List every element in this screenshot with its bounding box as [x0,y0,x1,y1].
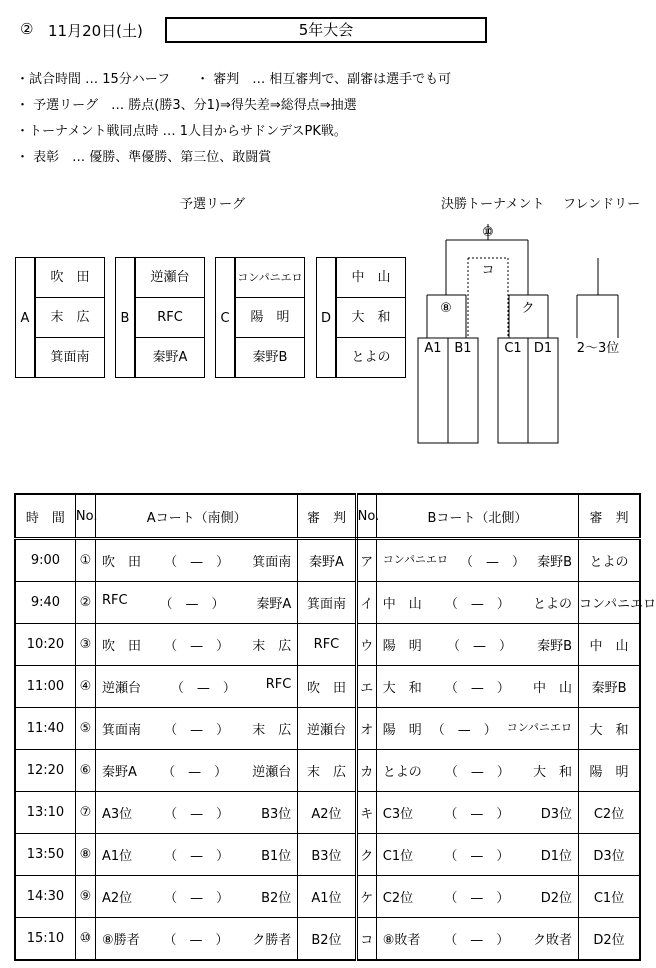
match-no-a: ④ [75,666,95,708]
event-date: 11月20日(土) [48,22,143,40]
match-b [376,624,578,666]
away-team: 逆瀬台 [252,765,292,780]
slot-label: A1 [424,341,442,356]
match-b [376,708,578,750]
away-team: 末 広 [252,723,292,738]
match-a [96,792,298,834]
away-team: B1位 [261,849,292,864]
score-placeholder: （ — ） [159,597,225,612]
match-b [376,876,578,918]
match-a [96,918,298,961]
home-team: C2位 [382,891,414,906]
group-name: B [115,257,135,378]
referee-a: 末 広 [298,750,356,792]
schedule-row [15,708,640,750]
match-b [376,834,578,876]
home-team: ⑧勝者 [102,933,140,948]
match-a [96,666,298,708]
home-team: 吹 田 [102,639,142,654]
referee-b: C1位 [579,876,640,918]
referee-b: コンパニエロ [579,582,640,624]
referee-a: B3位 [298,834,356,876]
header-time: 時 間 [15,494,75,539]
match-a [96,876,298,918]
match-time: 13:50 [15,834,75,876]
group-team: 秦野A [135,337,205,378]
match-no-a: ② [75,582,95,624]
slot-label: D1 [533,341,553,356]
match-b [376,750,578,792]
match-no-a: ③ [75,624,95,666]
group-team: とよの [336,337,406,378]
match-a [96,708,298,750]
group-team: 陽 明 [235,297,305,338]
semi1-label: ⑧ [440,301,452,316]
referee-a: A2位 [298,792,356,834]
match-time: 14:30 [15,876,75,918]
tournament-bracket [410,220,650,450]
score-placeholder: （ — ） [163,933,229,948]
home-team: A2位 [102,891,133,906]
schedule-row [15,539,640,582]
header-no-b: No. [356,494,376,539]
match-no-a: ① [75,539,95,582]
away-team: D3位 [540,807,573,822]
away-team: コンパニエロ [506,721,573,734]
referee-a: B2位 [298,918,356,961]
referee-b: D2位 [579,918,640,961]
match-time: 15:10 [15,918,75,961]
match-no-a: ⑤ [75,708,95,750]
match-a [96,624,298,666]
away-team: D2位 [540,891,573,906]
away-team: ク勝者 [252,933,292,948]
tournament-label: 決勝トーナメント [441,197,545,212]
match-no-b: ウ [356,624,376,666]
referee-b: とよの [579,539,640,582]
score-placeholder: （ — ） [164,807,230,822]
home-team: 箕面南 [102,723,142,738]
match-b [376,918,578,961]
home-team: 陽 明 [382,723,422,738]
schedule-row [15,876,640,918]
away-team: 中 山 [533,681,573,696]
match-no-b: ア [356,539,376,582]
match-a [96,582,298,624]
away-team: 秦野B [537,555,573,570]
match-no-b: オ [356,708,376,750]
away-team: RFC [265,677,292,692]
referee-a: RFC [298,624,356,666]
score-placeholder: （ — ） [444,681,510,696]
away-team: D1位 [540,849,573,864]
home-team: コンパニエロ [382,553,448,566]
match-time: 12:20 [15,750,75,792]
table-header-row [15,494,640,539]
match-no-a: ⑨ [75,876,95,918]
referee-a: A1位 [298,876,356,918]
friendly-label: フレンドリー [563,197,641,212]
match-no-a: ⑧ [75,834,95,876]
away-team: B2位 [261,891,292,906]
match-time: 10:20 [15,624,75,666]
group-team: 末 広 [35,297,105,338]
referee-b: C2位 [579,792,640,834]
match-time: 9:00 [15,539,75,582]
score-placeholder: （ — ） [164,555,230,570]
away-team: とよの [533,597,573,612]
group-team: 箕面南 [35,337,105,378]
referee-b: 陽 明 [579,750,640,792]
match-a [96,750,298,792]
match-no-b: ケ [356,876,376,918]
home-team: 陽 明 [382,639,422,654]
schedule-row [15,834,640,876]
home-team: C3位 [382,807,414,822]
score-placeholder: （ — ） [444,891,510,906]
match-no-b: キ [356,792,376,834]
home-team: A3位 [102,807,133,822]
schedule-row [15,666,640,708]
semi2-label: ク [521,301,535,316]
header-court-b: Bコート（北側） [376,494,578,539]
schedule-table-wrap [14,493,656,961]
schedule-row [15,792,640,834]
header-ref-a: 審 判 [298,494,356,539]
match-b [376,582,578,624]
away-team: 末 広 [252,639,292,654]
final-label: ⑩ [482,225,494,240]
league-label: 予選リーグ [180,197,246,212]
match-b [376,539,578,582]
group-team: 大 和 [336,297,406,338]
group-team: 逆瀬台 [135,257,205,298]
match-time: 9:40 [15,582,75,624]
match-b [376,792,578,834]
group-name: A [15,257,35,378]
score-placeholder: （ — ） [460,555,526,570]
score-placeholder: （ — ） [164,639,230,654]
match-b [376,666,578,708]
score-placeholder: （ — ） [162,765,228,780]
match-no-b: エ [356,666,376,708]
third-place-label: コ [481,263,495,278]
slot-label: B1 [454,341,472,356]
score-placeholder: （ — ） [164,849,230,864]
score-placeholder: （ — ） [170,681,236,696]
home-team: 秦野A [102,765,137,780]
referee-b: 秦野B [579,666,640,708]
score-placeholder: （ — ） [444,597,510,612]
header-court-a: Aコート（南側） [96,494,298,539]
rule-line: ・試合時間 … 15分ハーフ ・ 審判 … 相互審判で、副審は選手でも可 [16,72,452,87]
referee-a: 秦野A [298,539,356,582]
page-title: 5年大会 [165,17,487,43]
score-placeholder: （ — ） [164,723,230,738]
home-team: A1位 [102,849,133,864]
away-team: 箕面南 [252,555,292,570]
home-team: C1位 [382,849,414,864]
score-placeholder: （ — ） [164,891,230,906]
score-placeholder: （ — ） [446,639,512,654]
match-no-b: イ [356,582,376,624]
header-ref-b: 審 判 [579,494,640,539]
score-placeholder: （ — ） [444,849,510,864]
match-no-b: コ [356,918,376,961]
match-no-a: ⑩ [75,918,95,961]
match-no-b: カ [356,750,376,792]
match-no-b: ク [356,834,376,876]
header-no-a: No. [75,494,95,539]
schedule-row [15,624,640,666]
match-time: 11:40 [15,708,75,750]
group-team: 吹 田 [35,257,105,298]
group-team: 秦野B [235,337,305,378]
referee-a: 吹 田 [298,666,356,708]
referee-a: 逆瀬台 [298,708,356,750]
referee-b: 大 和 [579,708,640,750]
home-team: ⑧敗者 [382,933,421,948]
schedule-row [15,582,640,624]
referee-b: D3位 [579,834,640,876]
rule-line: ・ 表彰 … 優勝、準優勝、第三位、敢闘賞 [16,150,272,165]
referee-a: 箕面南 [298,582,356,624]
home-team: RFC [102,593,128,608]
group-name: D [316,257,336,378]
circle-number: ② [20,20,34,38]
score-placeholder: （ — ） [444,807,510,822]
match-no-a: ⑦ [75,792,95,834]
match-no-a: ⑥ [75,750,95,792]
slot-label: C1 [504,341,522,356]
rule-line: ・ 予選リーグ … 勝点(勝3、分1)⇒得失差⇒総得点⇒抽選 [16,98,357,113]
schedule-table [14,493,656,961]
score-placeholder: （ — ） [431,723,497,738]
score-placeholder: （ — ） [444,933,510,948]
friendly-slot-label: 2～3位 [576,341,620,356]
group-team: コンパニエロ [235,257,305,298]
group-name: C [215,257,235,378]
rule-line: ・トーナメント戦同点時 … 1人目からサドンデスPK戦。 [16,124,347,139]
score-placeholder: （ — ） [444,765,510,780]
match-time: 13:10 [15,792,75,834]
schedule-row [15,918,640,961]
home-team: 逆瀬台 [102,681,142,696]
away-team: ク敗者 [533,933,573,948]
away-team: 秦野B [537,639,573,654]
schedule-row [15,750,640,792]
home-team: 大 和 [382,681,422,696]
home-team: 吹 田 [102,555,142,570]
away-team: B3位 [261,807,292,822]
match-time: 11:00 [15,666,75,708]
home-team: とよの [382,765,422,780]
referee-b: 中 山 [579,624,640,666]
group-team: 中 山 [336,257,406,298]
group-team: RFC [135,297,205,338]
away-team: 大 和 [533,765,573,780]
away-team: 秦野A [256,597,292,612]
home-team: 中 山 [382,597,422,612]
match-a [96,539,298,582]
match-a [96,834,298,876]
